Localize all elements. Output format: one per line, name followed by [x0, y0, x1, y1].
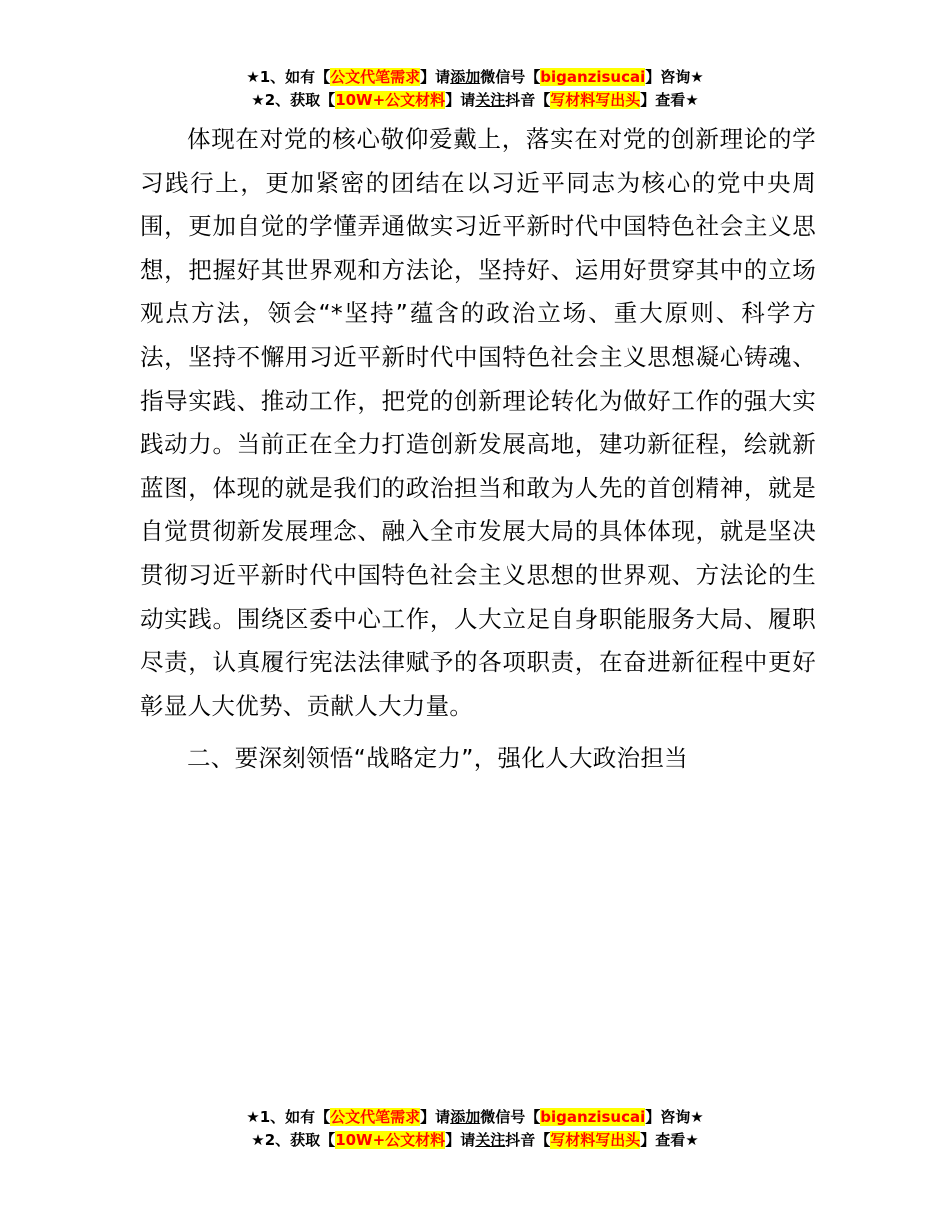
- banner-text: 抖音【: [505, 91, 551, 109]
- banner-text: 】请: [420, 1108, 451, 1126]
- banner-line-1: [0, 1106, 950, 1129]
- banner-text: 】请: [445, 1131, 476, 1149]
- banner-highlight: biganzisucai: [540, 68, 646, 86]
- banner-text: 】查看★: [640, 91, 699, 109]
- banner-text: 】请: [420, 68, 451, 86]
- banner-text: 】查看★: [640, 1131, 699, 1149]
- banner-line-2: [0, 1129, 950, 1152]
- section-heading: 二、要深刻领悟“战略定力”，强化人大政治担当: [187, 744, 688, 773]
- banner-underlined: 关注: [475, 1131, 506, 1149]
- banner-highlight: biganzisucai: [540, 1108, 646, 1126]
- banner-text: ★2、获取【: [251, 1131, 336, 1149]
- banner-line-2: [0, 89, 950, 112]
- header-banner: [0, 66, 950, 112]
- banner-underlined: 关注: [475, 91, 506, 109]
- banner-text: 微信号【: [480, 68, 541, 86]
- banner-line-1: [0, 66, 950, 89]
- banner-underlined: 添加: [450, 1108, 481, 1126]
- banner-highlight: 公文代笔需求: [330, 1108, 421, 1126]
- banner-highlight: 写材料写出头: [550, 1131, 641, 1149]
- banner-text: 抖音【: [505, 1131, 551, 1149]
- banner-text: ★2、获取【: [251, 91, 336, 109]
- banner-text: ★1、如有【: [246, 1108, 331, 1126]
- footer-banner: [0, 1106, 950, 1152]
- banner-text: 】请: [445, 91, 476, 109]
- banner-highlight: 公文代笔需求: [330, 68, 421, 86]
- banner-text: 】咨询★: [645, 68, 704, 86]
- document-body: [140, 118, 816, 781]
- banner-text: ★1、如有【: [246, 68, 331, 86]
- banner-text: 微信号【: [480, 1108, 541, 1126]
- banner-underlined: 添加: [450, 68, 481, 86]
- banner-text: 】咨询★: [645, 1108, 704, 1126]
- banner-highlight: 10W+公文材料: [335, 1131, 446, 1149]
- banner-highlight: 10W+公文材料: [335, 91, 446, 109]
- body-paragraph: 体现在对党的核心敬仰爱戴上，落实在对党的创新理论的学习践行上，更加紧密的团结在以习近平同志为核心的党中央周围，更加自觉的学懂弄通做实习近平新时代中国特色社会主义思想，把握好其世界观和方法论，坚持好、运用好贯穿其中的立场观点方法，领会“*坚持”蕴含的政治立场、重大原则、科学方法，坚持不懈用习近平新时代中国特色社会主义思想凝心铸魂、指导实践、推动工作，把党的创新理论转化为做好工作的强大实践动力。当前正在全力打造创新发展高地，建功新征程，绘就新蓝图，体现的就是我们的政治担当和敢为人先的首创精神，就是自觉贯彻新发展理念、融入全市发展大局的具体体现，就是坚决贯彻习近平新时代中国特色社会主义思想的世界观、方法论的生动实践。围绕区委中心工作，人大立足自身职能服务大局、履职尽责，认真履行宪法法律赋予的各项职责，在奋进新征程中更好彰显人大优势、贡献人大力量。: [140, 125, 816, 720]
- banner-highlight: 写材料写出头: [550, 91, 641, 109]
